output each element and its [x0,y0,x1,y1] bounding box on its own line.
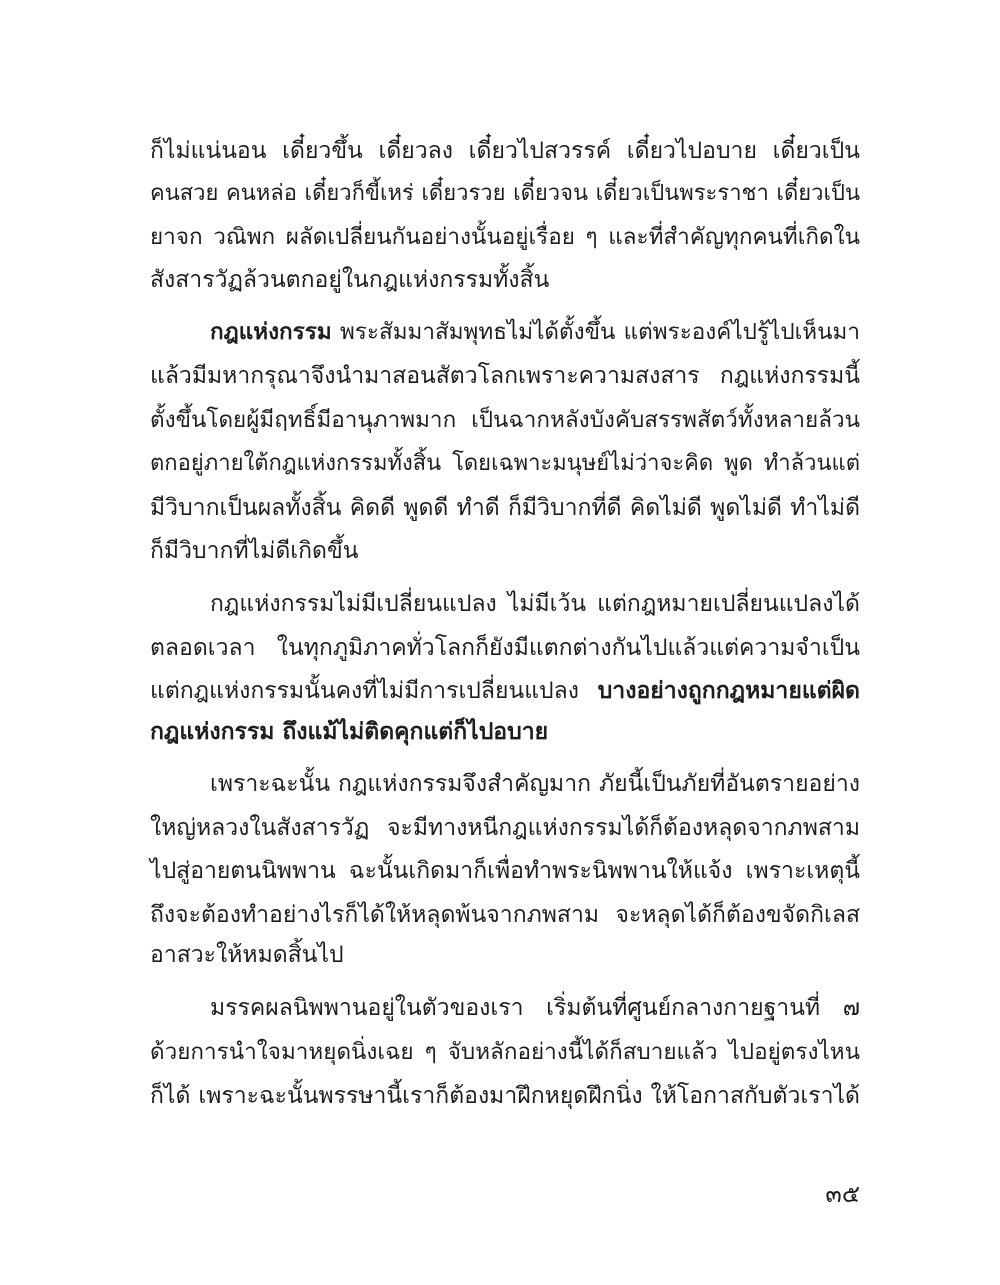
text-run: ก็ได้ เพราะฉะนั้นพรรษานี้เราก็ต้องมาฝึกหยุดฝึกนิ่ง ให้โอกาสกับตัวเราได้ [150,1083,860,1109]
paragraph-2-line-3 [150,402,860,438]
text-run: ยาจก วณิพก ผลัดเปลี่ยนกันอย่างนั้นอยู่เรื่อย ๆ และที่สำคัญทุกคนที่เกิดใน [150,224,860,250]
paragraph-4-line-3 [150,853,860,889]
paragraph-3-line-3 [150,673,860,709]
paragraph-1-line-3 [150,219,860,255]
text-run: ก็ไม่แน่นอน เดี๋ยวขึ้น เดี๋ยวลง เดี๋ยวไปสวรรค์ เดี๋ยวไปอบาย เดี๋ยวเป็น [150,138,860,164]
text-run: ก็มีวิบากที่ไม่ดีเกิดขึ้น [150,538,359,564]
paragraph-2-line-5 [150,490,860,526]
bold-text-run: กฎแห่งกรรม ถึงแม้ไม่ติดคุกแต่ก็ไปอบาย [150,719,549,745]
text-run: คนสวย คนหล่อ เดี๋ยวก็ขี้เหร่ เดี๋ยวรวย เดี๋ยวจน เดี๋ยวเป็นพระราชา เดี๋ยวเป็น [150,181,860,206]
paragraph-2-line-1 [210,314,860,350]
text-run: พระสัมมาสัมพุทธไม่ได้ตั้งขึ้น แต่พระองค์ไปรู้ไปเห็นมา [331,319,860,345]
paragraph-3-line-2 [150,630,860,666]
text-run: ตลอดเวลา ในทุกภูมิภาคทั่วโลกก็ยังมีแตกต่างกันไปแล้วแต่ความจำเป็น [150,635,860,661]
bold-text-run: บางอย่างถูกกฎหมายแต่ผิด [597,678,860,704]
text-run: ไปสู่อายตนนิพพาน ฉะนั้นเกิดมาก็เพื่อทำพระนิพพานให้แจ้ง เพราะเหตุนี้ [150,858,860,884]
paragraph-1-line-2 [150,176,860,212]
text-run: ใหญ่หลวงในสังสารวัฏ จะมีทางหนีกฎแห่งกรรมได้ก็ต้องหลุดจากภพสาม [150,815,860,841]
paragraph-1-line-1 [150,133,860,169]
text-run: ถึงจะต้องทำอย่างไรก็ได้ให้หลุดพ้นจากภพสาม จะหลุดได้ก็ต้องขจัดกิเลส [150,902,860,928]
text-run: แล้วมีมหากรุณาจึงนำมาสอนสัตวโลกเพราะความสงสาร กฎแห่งกรรมนี้ [150,363,860,389]
paragraph-4-line-4 [150,897,860,933]
text-run: กฎแห่งกรรมไม่มีเปลี่ยนแปลง ไม่มีเว้น แต่กฎหมายเปลี่ยนแปลงได้ [210,591,860,617]
text-run: สังสารวัฏล้วนตกอยู่ในกฎแห่งกรรมทั้งสิ้น [150,267,550,293]
paragraph-2-line-2 [150,358,860,394]
text-run: แต่กฎแห่งกรรมนั้นคงที่ไม่มีการเปลี่ยนแปลง [150,678,598,704]
text-run: มีวิบากเป็นผลทั้งสิ้น คิดดี พูดดี ทำดี ก็มีวิบากที่ดี คิดไม่ดี พูดไม่ดี ทำไม่ดี [150,495,860,521]
paragraph-2-line-4 [150,446,860,482]
text-run: ด้วยการนำใจมาหยุดนิ่งเฉย ๆ จับหลักอย่างนี้ได้ก็สบายแล้ว ไปอยู่ตรงไหน [150,1039,860,1065]
text-run: มรรคผลนิพพานอยู่ในตัวของเรา เริ่มต้นที่ศูนย์กลางกายฐานที่ ๗ [210,995,860,1021]
paragraph-3-line-4 [150,714,860,750]
paragraph-4-line-2 [150,810,860,846]
text-run: ตกอยู่ภายใต้กฎแห่งกรรมทั้งสิ้น โดยเฉพาะมนุษย์ไม่ว่าจะคิด พูด ทำล้วนแต่ [150,451,860,476]
paragraph-4-line-5 [150,937,860,973]
paragraph-1-line-4 [150,262,860,298]
text-run: เพราะฉะนั้น กฎแห่งกรรมจึงสำคัญมาก ภัยนี้เป็นภัยที่อันตรายอย่าง [210,771,860,797]
paragraph-5-line-2 [150,1034,860,1070]
text-run: อาสวะให้หมดสิ้นไป [150,942,344,968]
bold-term: กฎแห่งกรรม [210,319,332,345]
page-number: ๓๕ [825,1180,860,1208]
paragraph-5-line-3 [150,1078,860,1114]
text-run: ตั้งขึ้นโดยผู้มีฤทธิ์มีอานุภาพมาก เป็นฉากหลังบังคับสรรพสัตว์ทั้งหลายล้วน [150,407,860,433]
paragraph-3-line-1 [210,586,860,622]
paragraph-5-line-1 [210,990,860,1026]
paragraph-2-line-6 [150,533,860,569]
paragraph-4-line-1 [210,766,860,802]
